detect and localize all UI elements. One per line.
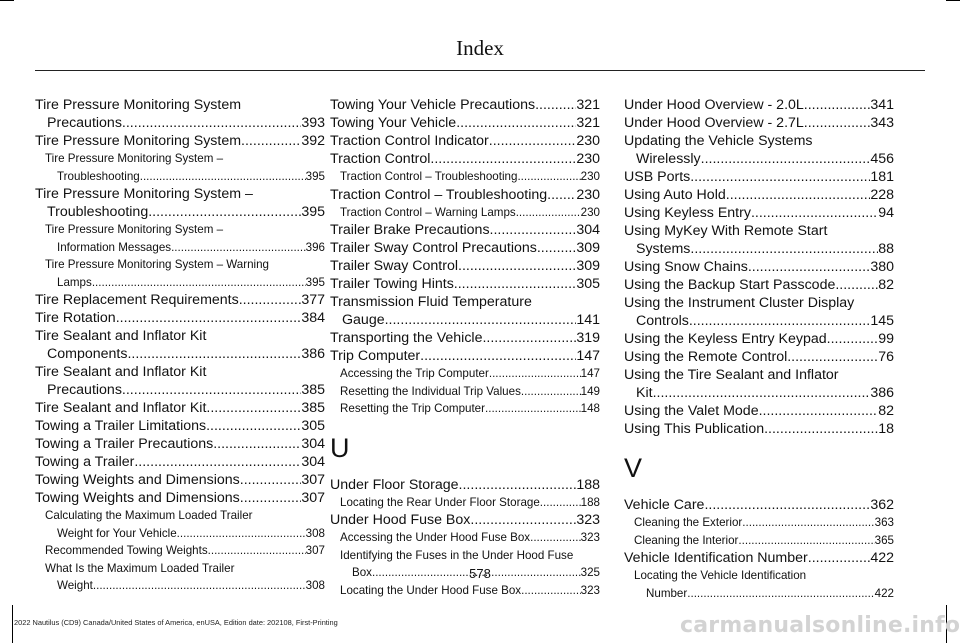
page-ref[interactable]: 395 — [305, 275, 325, 289]
leader-dots — [148, 203, 301, 221]
page-ref[interactable]: 365 — [874, 533, 894, 547]
index-entry — [624, 114, 894, 132]
leader-dots — [489, 365, 581, 383]
entry-text: Towing a Trailer — [35, 454, 135, 470]
entry-text: Troubleshooting — [47, 204, 149, 220]
index-entry — [330, 114, 600, 132]
index-entry — [330, 132, 600, 150]
leader-dots — [385, 311, 577, 329]
index-entry — [624, 168, 894, 186]
index-entry-lead: Using MyKey With Remote Start — [624, 223, 828, 239]
page-ref[interactable]: 384 — [301, 310, 325, 326]
index-entry — [624, 96, 894, 114]
index-entry-lead: Using the Instrument Cluster Display — [624, 295, 855, 311]
leader-dots — [489, 132, 577, 150]
page-ref[interactable]: 422 — [870, 550, 894, 566]
leader-dots — [240, 489, 302, 507]
entry-text: Locating the Under Hood Fuse Box — [340, 583, 522, 597]
index-column-3 — [624, 96, 894, 602]
leader-dots — [787, 348, 878, 366]
index-subentry-lead: Calculating the Maximum Loaded Trailer — [45, 509, 253, 522]
leader-dots — [804, 96, 871, 114]
entry-text: Traction Control – Troubleshooting — [340, 170, 518, 183]
index-entry — [330, 186, 600, 204]
index-entry — [330, 511, 600, 529]
index-entry — [330, 96, 600, 114]
page-ref[interactable]: 323 — [580, 531, 600, 544]
index-entry — [35, 417, 325, 435]
entry-text: Components — [47, 346, 128, 362]
index-entry — [35, 291, 325, 309]
index-entry — [35, 132, 325, 150]
index-entry — [624, 496, 894, 514]
page-ref[interactable]: 392 — [301, 133, 325, 149]
leader-dots — [116, 309, 302, 327]
leader-dots — [537, 239, 576, 257]
entry-text: Using Snow Chains — [624, 259, 748, 275]
page-ref[interactable]: 304 — [576, 222, 600, 238]
page-ref[interactable]: 230 — [580, 205, 600, 219]
entry-text: Tire Rotation — [35, 310, 116, 326]
page-ref[interactable]: 141 — [576, 312, 600, 328]
page-ref[interactable]: 82 — [878, 277, 894, 293]
entry-text: Using the Valet Mode — [624, 403, 759, 419]
index-entry — [624, 330, 894, 348]
index-entry — [35, 399, 325, 417]
index-entry — [330, 476, 600, 494]
index-subentry — [330, 582, 600, 600]
entry-text: Wirelessly — [636, 151, 701, 167]
page-ref[interactable]: 380 — [870, 259, 894, 275]
entry-text: Using the Backup Start Passcode — [624, 277, 836, 293]
index-entry — [624, 312, 894, 330]
entry-text: Troubleshooting — [57, 169, 140, 183]
page-ref[interactable]: 363 — [874, 516, 894, 529]
index-subentry — [624, 514, 894, 532]
entry-text: Resetting the Trip Computer — [340, 402, 485, 415]
index-entry — [624, 276, 894, 294]
index-subentry — [35, 525, 325, 543]
entry-text: Tire Replacement Requirements — [35, 292, 239, 308]
entry-text: Towing Your Vehicle — [330, 115, 457, 131]
entry-text: Vehicle Care — [624, 497, 705, 513]
leader-dots — [134, 453, 301, 471]
leader-dots — [751, 204, 878, 222]
index-entry — [330, 275, 600, 293]
index-subentry — [35, 274, 325, 292]
leader-dots — [213, 435, 301, 453]
entry-text: Towing a Trailer Limitations — [35, 418, 207, 434]
index-entry — [35, 471, 325, 489]
leader-dots — [482, 329, 576, 347]
page-ref[interactable]: 88 — [878, 241, 894, 257]
page-ref[interactable]: 321 — [576, 97, 600, 113]
page-ref[interactable]: 307 — [305, 544, 325, 557]
entry-text: Vehicle Identification Number — [624, 550, 808, 566]
entry-text: Weight — [57, 579, 93, 592]
entry-text: Resetting the Individual Trip Values — [340, 384, 521, 398]
page-ref[interactable]: 321 — [576, 115, 600, 131]
entry-text: Under Floor Storage — [330, 476, 459, 493]
index-entry — [624, 402, 894, 420]
entry-text: Using the Keyless Entry Keypad — [624, 331, 827, 347]
leader-dots — [206, 417, 301, 435]
page-ref[interactable]: 323 — [576, 512, 600, 528]
crop-mark-top-left — [0, 0, 14, 1]
entry-text: Trailer Brake Precautions — [330, 222, 490, 238]
entry-text: Tire Sealant and Inflator Kit — [35, 400, 207, 416]
leader-dots — [122, 114, 301, 132]
leader-dots — [521, 582, 581, 600]
leader-dots — [690, 240, 878, 258]
entry-text: Under Hood Fuse Box — [330, 512, 471, 528]
entry-text: Using This Publication — [624, 421, 765, 437]
leader-dots — [827, 330, 879, 348]
entry-text: Accessing the Under Hood Fuse Box — [340, 531, 531, 544]
index-entry — [35, 435, 325, 453]
page-ref[interactable]: 99 — [878, 331, 894, 347]
section-letter-u: U — [330, 432, 350, 463]
entry-text: Traction Control – Troubleshooting — [330, 186, 548, 203]
index-entry — [35, 381, 325, 399]
entry-text: Cleaning the Interior — [634, 533, 739, 547]
leader-dots — [241, 132, 301, 150]
leader-dots — [521, 383, 581, 401]
page-ref[interactable]: 304 — [301, 454, 325, 470]
leader-dots — [764, 420, 878, 438]
page-ref[interactable]: 308 — [305, 526, 325, 540]
index-column-1 — [35, 96, 325, 595]
index-entry-lead: Tire Sealant and Inflator Kit — [35, 364, 207, 380]
leader-dots — [490, 221, 577, 239]
entry-text: Number — [646, 586, 688, 600]
entry-text: Towing Weights and Dimensions — [35, 472, 240, 488]
page-ref[interactable]: 307 — [301, 472, 325, 488]
entry-text: Cleaning the Exterior — [634, 516, 743, 529]
index-subentry-lead: What Is the Maximum Loaded Trailer — [45, 561, 235, 575]
entry-text: Using Auto Hold — [624, 187, 726, 203]
page-ref[interactable]: 343 — [870, 115, 894, 131]
leader-dots — [420, 347, 576, 365]
index-subentry — [35, 542, 325, 560]
leader-dots — [835, 276, 878, 294]
entry-text: Weight for Your Vehicle — [57, 526, 177, 540]
index-subentry — [624, 532, 894, 550]
index-entry — [330, 347, 600, 365]
entry-text: Information Messages — [57, 240, 172, 254]
page-ref[interactable]: 308 — [305, 579, 325, 592]
entry-text: Trailer Sway Control Precautions — [330, 240, 537, 256]
page-number: 578 — [469, 566, 491, 581]
leader-dots — [454, 275, 577, 293]
leader-dots — [171, 239, 306, 257]
entry-text: Trailer Towing Hints — [330, 276, 454, 292]
entry-text: Systems — [636, 241, 691, 257]
index-entry — [624, 258, 894, 276]
leader-dots — [701, 150, 871, 168]
entry-text: Towing Weights and Dimensions — [35, 490, 240, 506]
page-ref[interactable]: 386 — [301, 346, 325, 362]
index-entry — [330, 329, 600, 347]
page-ref[interactable]: 396 — [305, 240, 325, 254]
leader-dots — [530, 529, 581, 547]
index-entry — [330, 257, 600, 275]
page-ref[interactable]: 341 — [870, 97, 894, 113]
leader-dots — [458, 257, 576, 275]
index-entry-lead: Transmission Fluid Temperature — [330, 294, 532, 310]
index-subentry — [330, 365, 600, 383]
index-subentry — [330, 400, 600, 418]
entry-text: Precautions — [47, 382, 122, 398]
page-ref[interactable]: 94 — [878, 205, 894, 221]
leader-dots — [759, 402, 879, 420]
index-entry — [624, 420, 894, 438]
leader-dots — [687, 585, 874, 603]
entry-text: Trailer Sway Control — [330, 258, 458, 274]
index-entry — [624, 240, 894, 258]
index-subentry — [35, 168, 325, 186]
entry-text: Locating the Rear Under Floor Storage — [340, 495, 540, 509]
index-subentry — [35, 239, 325, 257]
index-subentry-lead: Tire Pressure Monitoring System – — [45, 223, 224, 236]
crop-mark-top-right — [946, 0, 960, 1]
index-subentry — [330, 494, 600, 512]
leader-dots — [535, 96, 576, 114]
leader-dots — [516, 204, 581, 222]
page-ref[interactable]: 422 — [874, 586, 894, 600]
entry-text: Towing a Trailer Precautions — [35, 436, 214, 452]
index-entry-lead: Tire Pressure Monitoring System – — [35, 186, 253, 202]
leader-dots — [208, 542, 306, 560]
index-entry-lead: Updating the Vehicle Systems — [624, 133, 813, 149]
page-ref[interactable]: 188 — [580, 495, 600, 509]
entry-text: Gauge — [342, 312, 385, 328]
index-entry — [35, 453, 325, 471]
page-ref[interactable]: 325 — [580, 566, 600, 579]
entry-text: Kit — [636, 385, 653, 401]
header-rule — [35, 70, 925, 71]
index-entry — [35, 203, 325, 221]
index-subentry — [330, 204, 600, 222]
index-entry — [624, 150, 894, 168]
leader-dots — [704, 496, 870, 514]
index-entry — [624, 384, 894, 402]
index-entry-lead: Using the Tire Sealant and Inflator — [624, 367, 839, 383]
index-entry — [35, 489, 325, 507]
index-entry — [330, 221, 600, 239]
page-ref[interactable]: 307 — [301, 490, 325, 506]
index-entry — [624, 348, 894, 366]
leader-dots — [459, 476, 577, 494]
page-ref[interactable]: 395 — [305, 169, 325, 183]
leader-dots — [127, 345, 301, 363]
leader-dots — [206, 399, 301, 417]
index-subentry-lead: Tire Pressure Monitoring System – Warning — [45, 258, 270, 271]
page-ref[interactable]: 305 — [576, 276, 600, 292]
leader-dots — [804, 114, 871, 132]
entry-text: Precautions — [47, 115, 122, 131]
index-entry — [624, 549, 894, 567]
page-ref[interactable]: 145 — [870, 313, 894, 329]
leader-dots — [748, 258, 871, 276]
index-entry — [35, 309, 325, 327]
page-ref[interactable]: 377 — [301, 292, 325, 308]
page-ref[interactable]: 228 — [870, 187, 894, 203]
page-ref[interactable]: 323 — [580, 583, 600, 597]
leader-dots — [140, 168, 306, 186]
leader-dots — [690, 168, 870, 186]
page-ref[interactable]: 385 — [301, 382, 325, 398]
leader-dots — [177, 525, 306, 543]
page-ref[interactable]: 82 — [878, 403, 894, 419]
page-ref[interactable]: 149 — [580, 384, 600, 398]
leader-dots — [738, 532, 874, 550]
entry-text: USB Ports — [624, 169, 691, 185]
index-entry — [330, 239, 600, 257]
index-entry — [35, 114, 325, 132]
leader-dots — [689, 312, 870, 330]
entry-text: Traction Control Indicator — [330, 133, 489, 149]
page-ref[interactable]: 456 — [870, 151, 894, 167]
leader-dots — [239, 291, 302, 309]
index-entry — [624, 204, 894, 222]
index-subentry — [624, 585, 894, 603]
leader-dots — [726, 186, 871, 204]
entry-text: Box — [352, 566, 372, 579]
page-ref[interactable]: 181 — [870, 169, 894, 185]
page-ref[interactable]: 393 — [301, 115, 325, 131]
page-ref[interactable]: 147 — [580, 367, 600, 380]
leader-dots — [547, 186, 576, 204]
entry-text: Using Keyless Entry — [624, 205, 751, 221]
index-entry-lead: Tire Sealant and Inflator Kit — [35, 328, 207, 344]
page-ref[interactable]: 386 — [870, 385, 894, 401]
page-ref[interactable]: 230 — [576, 151, 600, 167]
index-subentry-lead: Identifying the Fuses in the Under Hood Fuse — [340, 548, 574, 562]
index-subentry — [330, 383, 600, 401]
entry-text: Under Hood Overview - 2.0L — [624, 97, 804, 113]
leader-dots — [430, 150, 576, 168]
page-ref[interactable]: 395 — [301, 204, 325, 220]
page-ref[interactable]: 230 — [576, 133, 600, 149]
index-subentry — [330, 168, 600, 186]
page-ref[interactable]: 147 — [576, 348, 600, 364]
page-ref[interactable]: 319 — [576, 330, 600, 346]
section-letter-v: V — [624, 453, 643, 483]
page-ref[interactable]: 76 — [878, 349, 894, 365]
entry-text: Towing Your Vehicle Precautions — [330, 97, 536, 113]
crop-mark-bottom-left — [12, 605, 13, 643]
index-entry — [624, 186, 894, 204]
index-entry — [330, 311, 600, 329]
entry-text: Controls — [636, 313, 689, 329]
page-ref[interactable]: 305 — [301, 418, 325, 434]
leader-dots — [485, 400, 581, 418]
leader-dots — [540, 494, 581, 512]
index-subentry — [330, 529, 600, 547]
leader-dots — [517, 168, 580, 186]
page-ref[interactable]: 309 — [576, 240, 600, 256]
page-ref[interactable]: 230 — [580, 170, 600, 183]
leader-dots — [653, 384, 871, 402]
page-ref[interactable]: 230 — [576, 186, 600, 203]
index-subentry-lead: Locating the Vehicle Identification — [634, 569, 807, 582]
page-ref[interactable]: 18 — [878, 421, 894, 437]
watermark: carmanualsonline.info — [680, 613, 960, 638]
leader-dots — [742, 514, 874, 532]
index-entry — [35, 345, 325, 363]
leader-dots — [456, 114, 576, 132]
index-entry-lead: Tire Pressure Monitoring System — [35, 97, 242, 113]
entry-text: Under Hood Overview - 2.7L — [624, 115, 804, 131]
index-subentry-lead: Tire Pressure Monitoring System – — [45, 152, 224, 165]
leader-dots — [122, 381, 301, 399]
index-column-2 — [330, 96, 600, 599]
entry-text: Traction Control – Warning Lamps — [340, 205, 516, 219]
entry-text: Lamps — [57, 275, 92, 289]
entry-text: Traction Control — [330, 151, 431, 167]
entry-text: Recommended Towing Weights — [45, 544, 208, 557]
page-ref[interactable]: 148 — [580, 402, 600, 415]
footer-text: 2022 Nautilus (CD9) Canada/United States of America, enUSA, Edition date: 202108, First-Printing — [14, 618, 338, 627]
entry-text: Using the Remote Control — [624, 349, 788, 365]
leader-dots — [808, 549, 871, 567]
page-ref[interactable]: 309 — [576, 258, 600, 274]
leader-dots — [470, 511, 576, 529]
page-title: Index — [456, 36, 504, 60]
entry-text: Trip Computer — [330, 348, 421, 364]
page-ref[interactable]: 385 — [301, 400, 325, 416]
page-ref[interactable]: 362 — [870, 497, 894, 513]
entry-text: Tire Pressure Monitoring System — [35, 133, 242, 149]
entry-text: Transporting the Vehicle — [330, 330, 483, 346]
page-ref[interactable]: 188 — [576, 476, 600, 493]
entry-text: Accessing the Trip Computer — [340, 367, 489, 380]
leader-dots — [92, 274, 306, 292]
page-ref[interactable]: 304 — [301, 436, 325, 452]
index-entry — [330, 150, 600, 168]
leader-dots — [240, 471, 302, 489]
